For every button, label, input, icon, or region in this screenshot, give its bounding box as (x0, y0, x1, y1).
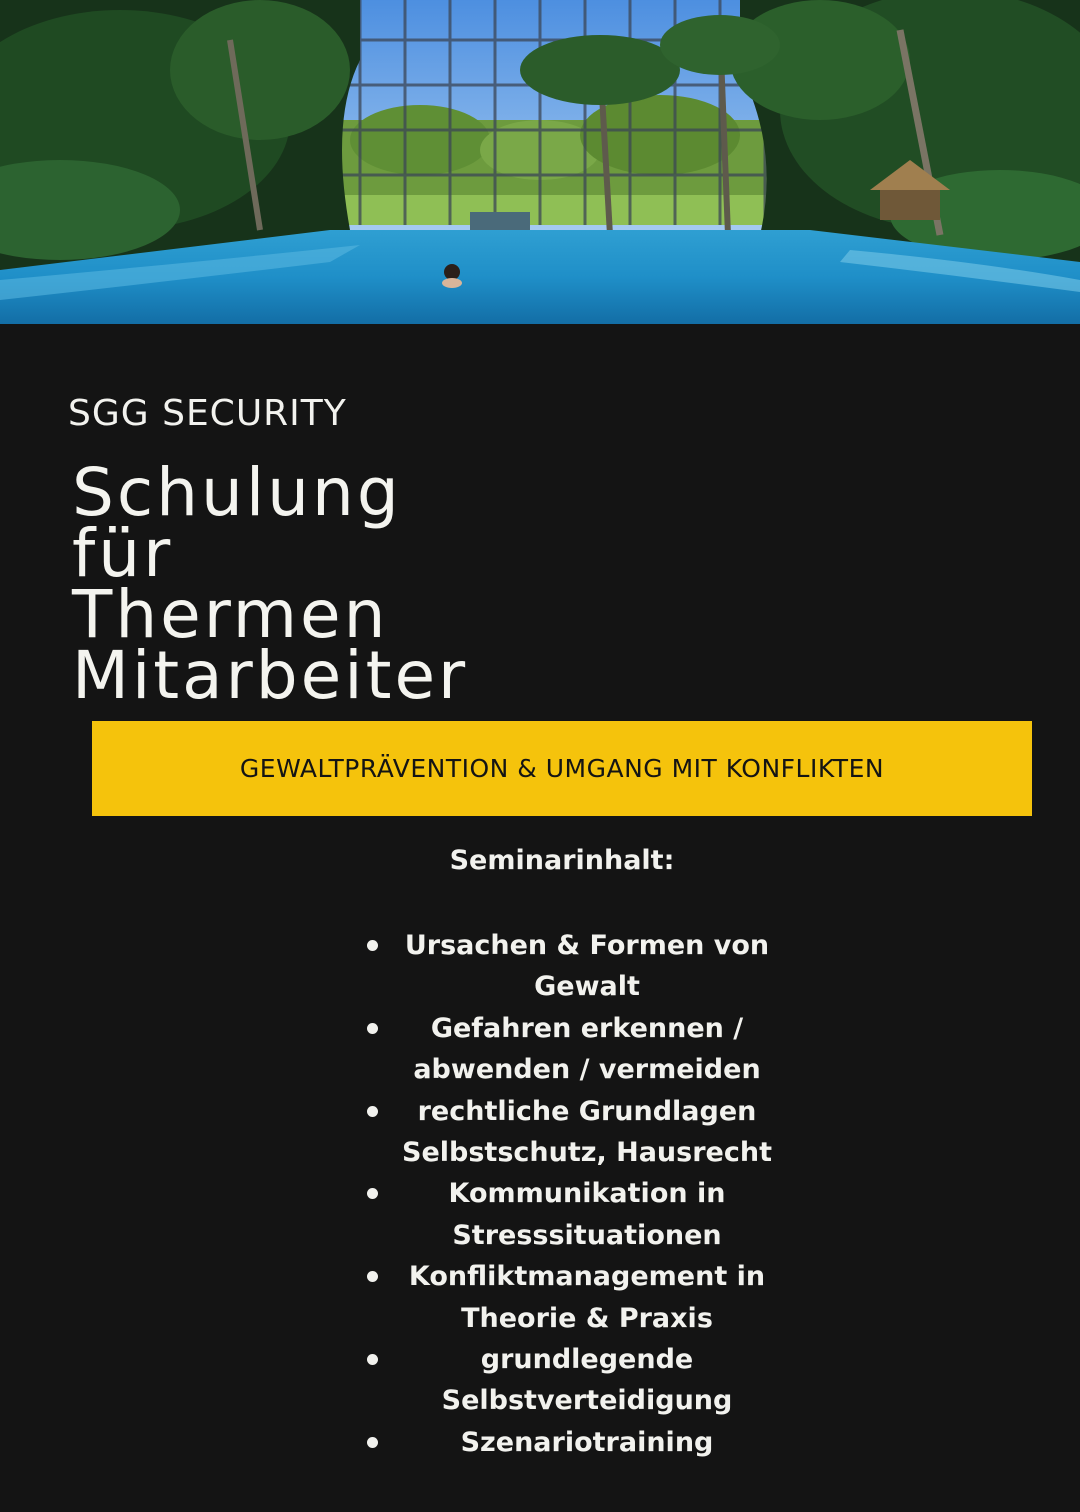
bullet-icon (367, 1106, 378, 1117)
hero-image (0, 0, 1080, 324)
list-item (362, 925, 782, 1008)
bullet-icon (367, 1271, 378, 1282)
list-item (362, 1339, 782, 1422)
bullet-icon (367, 1023, 378, 1034)
list-item-text: Szenariotraining (460, 1426, 714, 1458)
pool-photo (0, 0, 1080, 324)
list-item-text: Gefahren erkennen / abwenden / vermeiden (413, 1012, 761, 1086)
list-item (362, 1256, 782, 1339)
list-item-text: rechtliche Grundlagen Selbstschutz, Hausrecht (402, 1095, 772, 1169)
title-line: für (72, 515, 174, 592)
bullet-icon (367, 940, 378, 951)
topic-banner (92, 721, 1032, 816)
seminar-heading: Seminarinhalt: (449, 845, 675, 876)
title-line: Mitarbeiter (72, 637, 469, 714)
brand-name: SGG SECURITY (68, 393, 347, 434)
topic-banner-text: GEWALTPRÄVENTION & UMGANG MIT KONFLIKTEN (239, 754, 885, 783)
bullet-icon (367, 1188, 378, 1199)
list-item-text: Ursachen & Formen von Gewalt (404, 930, 770, 1003)
list-item (362, 1422, 782, 1463)
seminar-content-list (362, 925, 782, 1463)
title-line: Schulung (72, 454, 402, 531)
bullet-icon (367, 1354, 378, 1365)
list-item (362, 1091, 782, 1174)
list-item-text: Kommunikation in Stresssituationen (448, 1178, 726, 1251)
title-line: Thermen (72, 576, 389, 653)
page-title (72, 454, 469, 714)
list-item-text: grundlegende Selbstverteidigung (441, 1344, 733, 1417)
list-item (362, 1008, 782, 1091)
list-item-text: Konfliktmanagement in Theorie & Praxis (408, 1261, 766, 1334)
list-item (362, 1173, 782, 1256)
bullet-icon (367, 1437, 378, 1448)
